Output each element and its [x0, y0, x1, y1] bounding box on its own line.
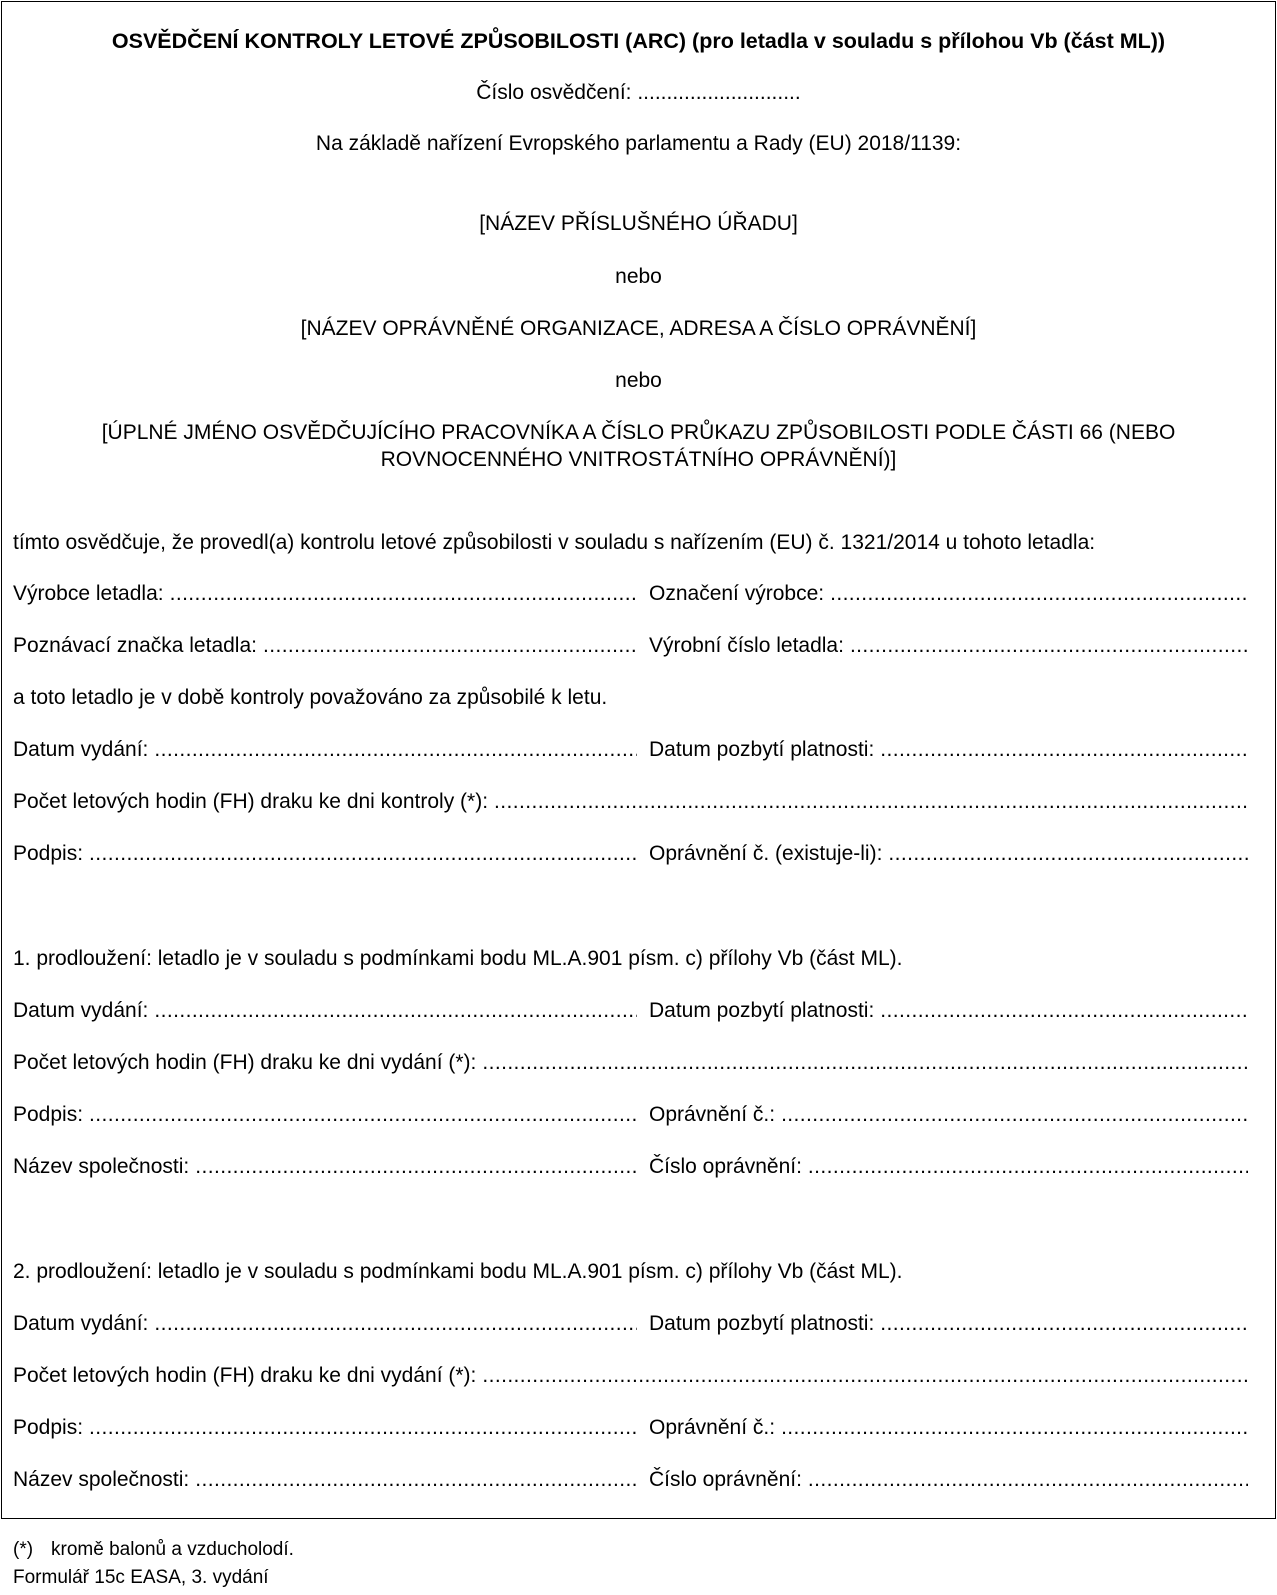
or-separator-1: nebo [615, 265, 662, 288]
footnote [13, 1538, 294, 1562]
manufacturer-field[interactable] [13, 581, 637, 607]
ext1-signature-field[interactable] [13, 1102, 637, 1128]
approval-dots [888, 841, 1248, 867]
footnote-text: kromě balonů a vzducholodí. [51, 1539, 294, 1560]
serial-field[interactable] [649, 633, 1248, 659]
certificate-title: OSVĚDČENÍ KONTROLY LETOVÉ ZPŮSOBILOSTI (ARC) (pro letadla v souladu s přílohou Vb (část ML)) [111, 29, 1166, 53]
issue-date-dots [154, 737, 637, 763]
ext1-expiry-date-dots [880, 998, 1248, 1024]
registration-field[interactable] [13, 633, 637, 659]
expiry-date-dots [880, 737, 1248, 763]
signature-field[interactable] [13, 841, 637, 867]
ext2-approval-number-field[interactable] [649, 1467, 1248, 1493]
ext1-issue-date-label: Datum vydání: [13, 999, 149, 1022]
airworthy-statement: a toto letadlo je v době kontroly považováno za způsobilé k letu. [13, 686, 608, 709]
signature-dots [89, 841, 637, 867]
ext1-approval-label: Oprávnění č.: [649, 1103, 776, 1126]
ext1-issue-date-dots [154, 998, 637, 1024]
ext2-issue-date-label: Datum vydání: [13, 1312, 149, 1335]
or-separator-2: nebo [615, 369, 662, 392]
extension-1-heading: 1. prodloužení: letadlo je v souladu s podmínkami bodu ML.A.901 písm. c) přílohy Vb (část ML). [13, 947, 903, 970]
ext1-approval-number-dots [808, 1154, 1248, 1180]
ext1-approval-number-field[interactable] [649, 1154, 1248, 1180]
ext1-expiry-date-label: Datum pozbytí platnosti: [649, 999, 875, 1022]
designation-dots [830, 581, 1248, 607]
ext2-issue-date-dots [154, 1311, 637, 1337]
ext2-issue-date-field[interactable] [13, 1311, 637, 1337]
certifies-text: tímto osvědčuje, že provedl(a) kontrolu letové způsobilosti v souladu s nařízením (EU) č. 1321/2014 u tohoto letadla: [13, 531, 1096, 554]
ext2-approval-label: Oprávnění č.: [649, 1416, 776, 1439]
ext2-approval-number-label: Číslo oprávnění: [649, 1468, 802, 1491]
issue-date-field[interactable] [13, 737, 637, 763]
ext1-signature-dots [89, 1102, 637, 1128]
ext2-company-dots [195, 1467, 637, 1493]
designation-label: Označení výrobce: [649, 582, 825, 605]
ext2-approval-field[interactable] [649, 1415, 1248, 1441]
airframe-hours-dots [494, 789, 1248, 815]
extension-2-heading: 2. prodloužení: letadlo je v souladu s podmínkami bodu ML.A.901 písm. c) přílohy Vb (část ML). [13, 1260, 903, 1283]
ext2-approval-dots [781, 1415, 1248, 1441]
staff-placeholder-line1: [ÚPLNÉ JMÉNO OSVĚDČUJÍCÍHO PRACOVNÍKA A ČÍSLO PRŮKAZU ZPŮSOBILOSTI PODLE ČÁSTI 66 (NEBO [101, 421, 1176, 444]
ext1-expiry-date-field[interactable] [649, 998, 1248, 1024]
ext2-airframe-hours-dots [482, 1363, 1248, 1389]
airframe-hours-label: Počet letových hodin (FH) draku ke dni kontroly (*): [13, 790, 489, 813]
ext1-airframe-hours-field[interactable] [13, 1050, 1248, 1076]
signature-label: Podpis: [13, 842, 84, 865]
ext2-signature-dots [89, 1415, 637, 1441]
expiry-date-label: Datum pozbytí platnosti: [649, 738, 875, 761]
ext2-expiry-date-dots [880, 1311, 1248, 1337]
manufacturer-label: Výrobce letadla: [13, 582, 164, 605]
regulation-basis: Na základě nařízení Evropského parlamentu a Rady (EU) 2018/1139: [315, 132, 962, 155]
designation-field[interactable] [649, 581, 1248, 607]
ext1-company-dots [195, 1154, 637, 1180]
ext2-company-field[interactable] [13, 1467, 637, 1493]
ext1-airframe-hours-label: Počet letových hodin (FH) draku ke dni vydání (*): [13, 1051, 477, 1074]
issue-date-label: Datum vydání: [13, 738, 149, 761]
authority-placeholder: [NÁZEV PŘÍSLUŠNÉHO ÚŘADU] [479, 212, 798, 235]
ext2-expiry-date-label: Datum pozbytí platnosti: [649, 1312, 875, 1335]
approval-label: Oprávnění č. (existuje-li): [649, 842, 883, 865]
approval-field[interactable] [649, 841, 1248, 867]
ext1-approval-dots [781, 1102, 1248, 1128]
ext2-expiry-date-field[interactable] [649, 1311, 1248, 1337]
footnote-marker: (*) [13, 1539, 34, 1560]
ext1-company-field[interactable] [13, 1154, 637, 1180]
manufacturer-dots [170, 581, 637, 607]
form-identifier: Formulář 15c EASA, 3. vydání [13, 1567, 269, 1588]
ext1-company-label: Název společnosti: [13, 1155, 190, 1178]
ext2-company-label: Název společnosti: [13, 1468, 190, 1491]
ext2-airframe-hours-label: Počet letových hodin (FH) draku ke dni vydání (*): [13, 1364, 477, 1387]
ext1-approval-number-label: Číslo oprávnění: [649, 1155, 802, 1178]
ext2-signature-field[interactable] [13, 1415, 637, 1441]
ext2-airframe-hours-field[interactable] [13, 1363, 1248, 1389]
airframe-hours-field[interactable] [13, 789, 1248, 815]
ext1-approval-field[interactable] [649, 1102, 1248, 1128]
organisation-placeholder: [NÁZEV OPRÁVNĚNÉ ORGANIZACE, ADRESA A ČÍSLO OPRÁVNĚNÍ] [300, 317, 977, 340]
serial-dots [850, 633, 1248, 659]
ext2-approval-number-dots [808, 1467, 1248, 1493]
ext1-signature-label: Podpis: [13, 1103, 84, 1126]
expiry-date-field[interactable] [649, 737, 1248, 763]
serial-label: Výrobní číslo letadla: [649, 634, 844, 657]
ext1-airframe-hours-dots [482, 1050, 1248, 1076]
registration-label: Poznávací značka letadla: [13, 634, 257, 657]
certificate-number: Číslo osvědčení: ............................ [476, 81, 801, 104]
registration-dots [263, 633, 637, 659]
staff-placeholder-line2: ROVNOCENNÉHO VNITROSTÁTNÍHO OPRÁVNĚNÍ)] [380, 448, 897, 471]
ext1-issue-date-field[interactable] [13, 998, 637, 1024]
ext2-signature-label: Podpis: [13, 1416, 84, 1439]
